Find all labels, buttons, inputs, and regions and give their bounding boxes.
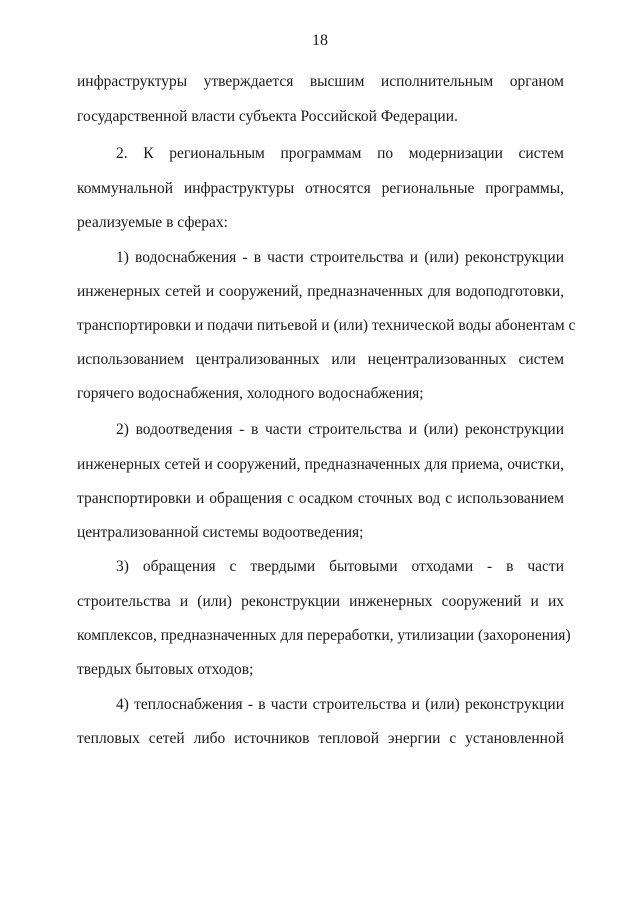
text-line: коммунальной инфраструктуры относятся региональные программы,	[77, 180, 564, 197]
text-line: комплексов, предназначенных для переработки, утилизации (захоронения)	[77, 627, 571, 644]
text-line: 1) водоснабжения - в части строительства и (или) реконструкции	[116, 249, 564, 266]
text-line: государственной власти субъекта Российской Федерации.	[77, 108, 458, 125]
text-line: горячего водоснабжения, холодного водоснабжения;	[77, 385, 424, 402]
text-line: 4) теплоснабжения - в части строительства и (или) реконструкции	[116, 696, 564, 713]
text-line: твердых бытовых отходов;	[77, 661, 254, 678]
text-line: тепловых сетей либо источников тепловой энергии с установленной	[77, 730, 564, 747]
text-line: строительства и (или) реконструкции инженерных сооружений и их	[77, 593, 564, 610]
text-line: 3) обращения с твердыми бытовыми отходами - в части	[116, 558, 564, 575]
page-number: 18	[312, 32, 328, 49]
text-line: 2) водоотведения - в части строительства и (или) реконструкции	[116, 421, 564, 438]
text-line: централизованной системы водоотведения;	[77, 524, 364, 541]
text-line: использованием централизованных или нецентрализованных систем	[77, 351, 564, 368]
text-line: реализуемые в сферах:	[77, 214, 228, 231]
text-line: инженерных сетей и сооружений, предназначенных для водоподготовки,	[77, 283, 564, 300]
text-line: инженерных сетей и сооружений, предназначенных для приема, очистки,	[77, 456, 564, 473]
text-line: инфраструктуры утверждается высшим исполнительным органом	[77, 73, 564, 90]
text-line: транспортировки и обращения с осадком сточных вод с использованием	[77, 490, 564, 507]
text-line: 2. К региональным программам по модернизации систем	[116, 145, 564, 162]
text-line: транспортировки и подачи питьевой и (или) технической воды абонентам с	[77, 317, 576, 334]
